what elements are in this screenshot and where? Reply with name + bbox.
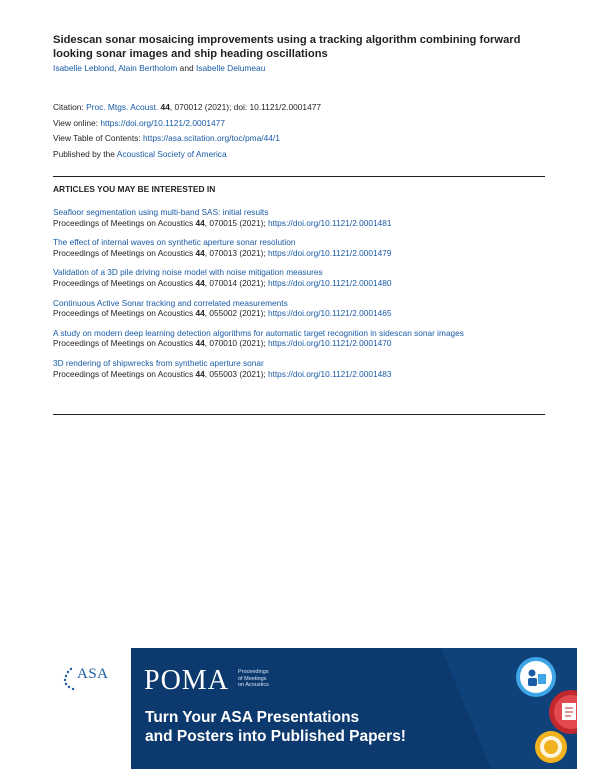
article-doi-link[interactable]: https://doi.org/10.1121/2.0001465 <box>267 308 392 319</box>
article-citation <box>53 369 553 380</box>
promo-line-2: and Posters into Published Papers! <box>145 728 406 745</box>
poma-subtitle-line: on Acoustics <box>238 682 269 688</box>
award-icon <box>535 731 567 763</box>
publisher-link[interactable]: Acoustical Society of America <box>116 149 227 160</box>
article-volume: 44 <box>195 277 205 288</box>
article-title-link[interactable]: The effect of internal waves on synthetic aperture sonar resolution <box>53 237 296 248</box>
article-title-link[interactable]: Seafloor segmentation using multi-band SAS: initial results <box>53 207 269 217</box>
article-journal: Proceedings of Meetings on Acoustics <box>53 338 196 349</box>
toc-link[interactable]: https://asa.scitation.org/toc/pma/44/1 <box>143 133 280 144</box>
related-articles-list <box>53 207 553 388</box>
article-details: , 070013 (2021); <box>204 247 268 258</box>
article-details: , 070014 (2021); <box>204 277 268 288</box>
publisher-label: Published by the <box>53 149 117 160</box>
article-volume: 44 <box>195 338 205 349</box>
article-item <box>53 358 553 379</box>
article-item <box>53 298 553 319</box>
journal-link[interactable]: Proc. Mtgs. Acoust. <box>86 102 159 112</box>
article-item <box>53 237 553 258</box>
author-link-1[interactable]: Isabelle Leblond <box>53 63 115 73</box>
promo-text <box>145 708 406 746</box>
poma-banner[interactable] <box>53 648 577 769</box>
article-item <box>53 207 553 228</box>
publisher-line <box>53 147 321 163</box>
article-journal: Proceedings of Meetings on Acoustics <box>53 308 196 319</box>
article-details: , 055003 (2021); <box>204 368 268 379</box>
divider-top <box>53 176 545 177</box>
article-doi-link[interactable]: https://doi.org/10.1121/2.0001479 <box>267 247 392 258</box>
article-journal: Proceedings of Meetings on Acoustics <box>53 217 196 228</box>
banner-icons <box>431 648 577 769</box>
article-item <box>53 267 553 288</box>
article-volume: 44 <box>195 308 205 319</box>
poma-logo: POMA <box>144 665 229 696</box>
toc-label: View Table of Contents: <box>53 133 144 144</box>
article-details: , 055002 (2021); <box>204 308 268 319</box>
citation-details: , 070012 (2021); doi: 10.1121/2.0001477 <box>169 102 322 112</box>
related-articles-heading: ARTICLES YOU MAY BE INTERESTED IN <box>53 184 216 194</box>
article-details: , 070010 (2021); <box>204 338 268 349</box>
article-title-link[interactable]: Continuous Active Sonar tracking and correlated measurements <box>53 297 288 308</box>
citation-label: Citation: <box>53 102 87 112</box>
article-journal: Proceedings of Meetings on Acoustics <box>53 277 196 288</box>
article-title-link[interactable]: Validation of a 3D pile driving noise model with noise mitigation measures <box>53 267 323 278</box>
asa-logo-text: ASA <box>77 666 109 682</box>
author-separator: and <box>177 63 196 73</box>
banner-panel <box>131 648 577 769</box>
article-journal: Proceedings of Meetings on Acoustics <box>53 368 196 379</box>
article-doi-link[interactable]: https://doi.org/10.1121/2.0001481 <box>267 217 392 228</box>
view-online-label: View online: <box>53 117 101 128</box>
citation-line <box>53 100 321 116</box>
author-list <box>53 63 265 74</box>
article-citation <box>53 248 553 259</box>
citation-volume: 44 <box>160 102 170 112</box>
article-doi-link[interactable]: https://doi.org/10.1121/2.0001480 <box>267 277 392 288</box>
article-citation <box>53 218 553 229</box>
article-citation <box>53 278 553 289</box>
poma-subtitle <box>238 669 269 689</box>
view-online-line <box>53 116 321 132</box>
toc-line <box>53 131 321 147</box>
article-doi-link[interactable]: https://doi.org/10.1121/2.0001470 <box>267 338 392 349</box>
poma-subtitle-line: of Meetings <box>238 675 267 682</box>
article-details: , 070015 (2021); <box>204 217 268 228</box>
view-online-link[interactable]: https://doi.org/10.1121/2.0001477 <box>100 117 225 128</box>
author-link-2[interactable]: Alain Bertholom <box>118 63 178 73</box>
article-volume: 44 <box>195 247 205 258</box>
article-journal: Proceedings of Meetings on Acoustics <box>53 247 196 258</box>
promo-line-1: Turn Your ASA Presentations <box>145 709 360 726</box>
article-title-link[interactable]: A study on modern deep learning detection algorithms for automatic target recognition in sidescan sonar images <box>53 327 464 338</box>
author-link-3[interactable]: Isabelle Delumeau <box>195 63 266 73</box>
author-separator: , <box>114 63 119 73</box>
article-item <box>53 328 553 349</box>
poma-subtitle-line: Proceedings <box>238 669 269 675</box>
presenter-icon <box>516 657 556 697</box>
divider-bottom <box>53 414 545 415</box>
article-volume: 44 <box>195 368 205 379</box>
citation-block <box>53 100 321 163</box>
article-volume: 44 <box>195 217 205 228</box>
article-citation <box>53 338 553 349</box>
article-doi-link[interactable]: https://doi.org/10.1121/2.0001483 <box>267 368 392 379</box>
article-title-link[interactable]: 3D rendering of shipwrecks from synthetic aperture sonar <box>53 357 264 368</box>
article-citation <box>53 308 553 319</box>
paper-title: Sidescan sonar mosaicing improvements using a tracking algorithm combining forward looking sonar images and ship heading oscillations <box>53 34 521 60</box>
asa-logo <box>53 648 131 769</box>
